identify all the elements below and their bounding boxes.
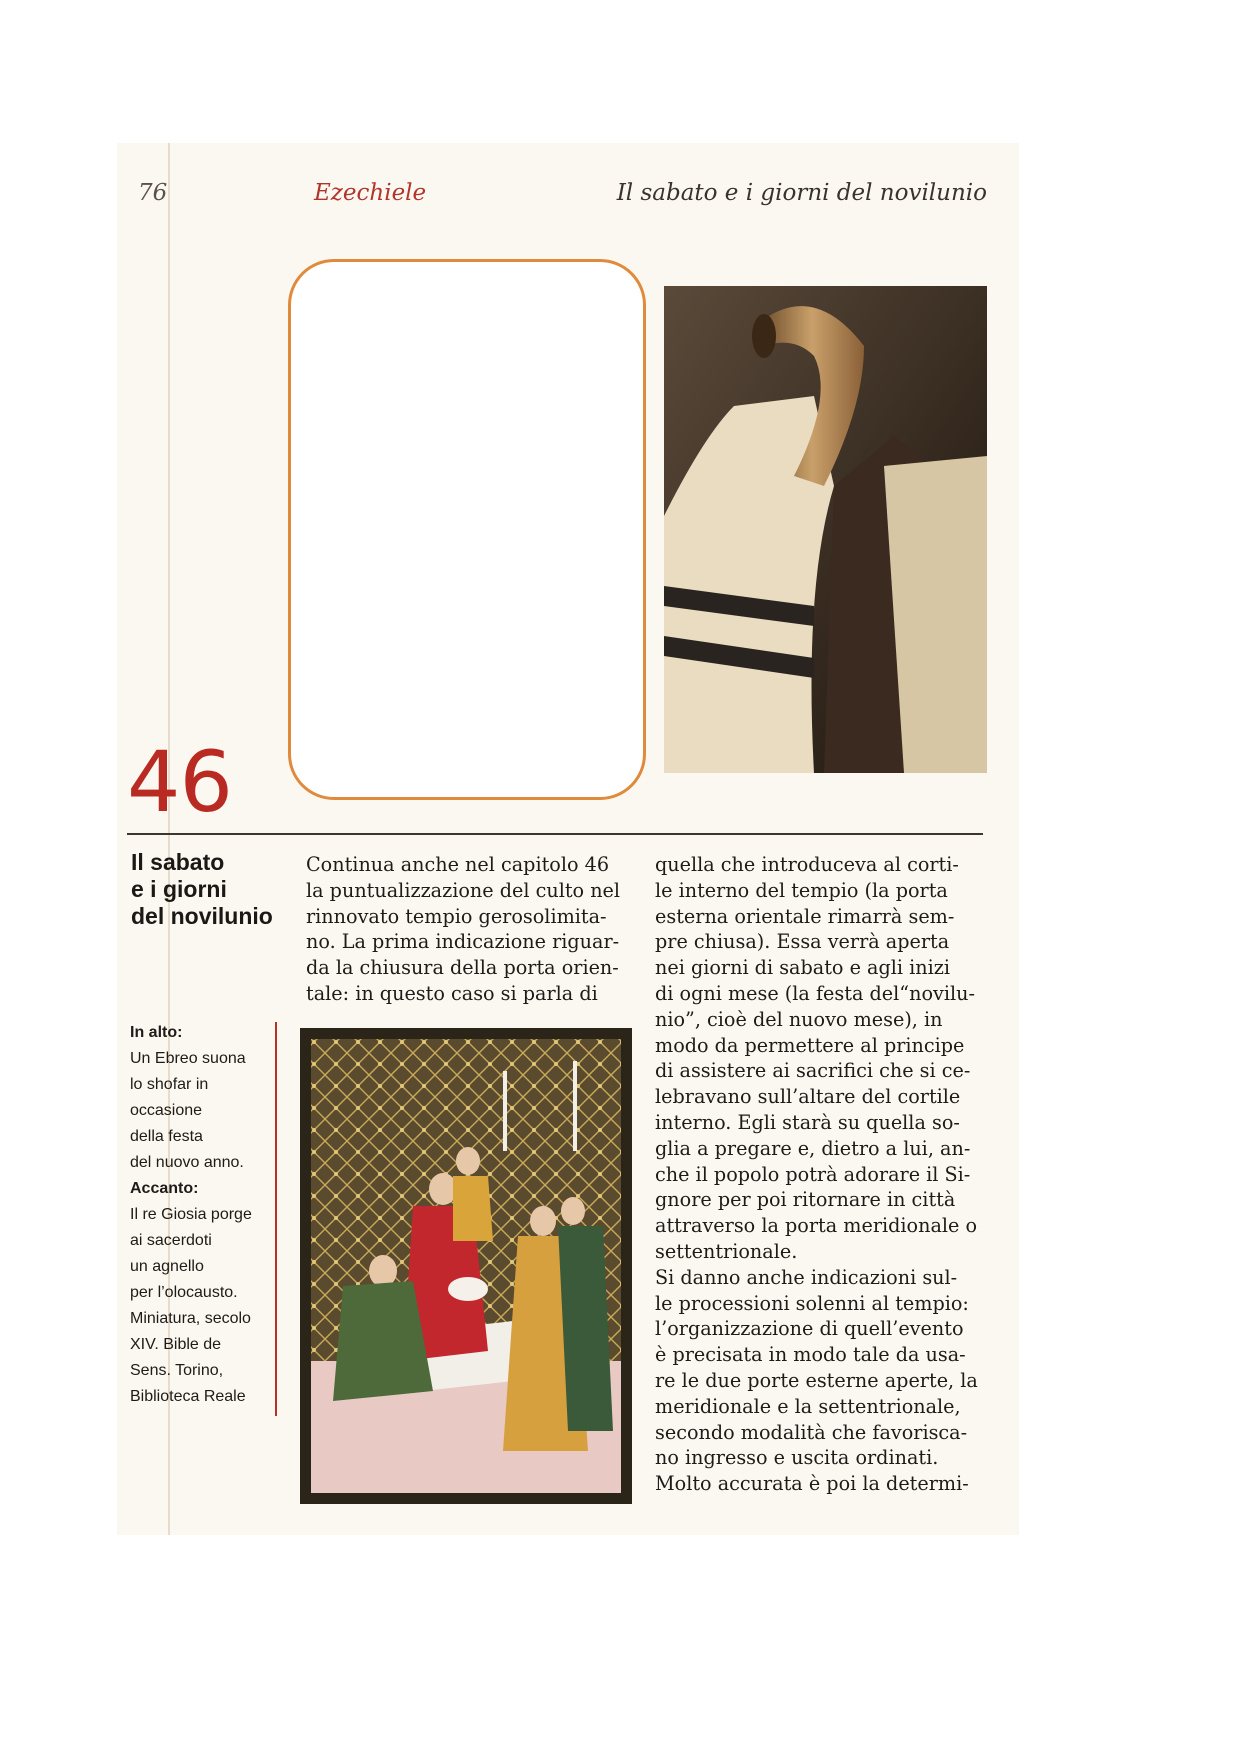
caption-line: Il re Giosia porge [130,1206,252,1223]
caption-line: Miniatura, secolo [130,1310,251,1327]
text-line: la puntualizzazione del culto nel [306,878,621,902]
text-line: tale: in questo caso si parla di [306,981,598,1005]
text-line: meridionale e la settentrionale, [655,1394,961,1418]
caption-line: del nuovo anno. [130,1154,244,1171]
text-line: le processioni solenni al tempio: [655,1291,969,1315]
text-line: quella che introduceva al corti- [655,853,959,876]
text-line: Si danno anche indicazioni sul- [655,1265,958,1289]
text-line: settentrionale. [655,1239,798,1263]
running-section-title: Il sabato e i giorni del novilunio [616,180,987,206]
caption-label-top: In alto: [130,1024,183,1041]
text-line: nei giorni di sabato e agli inizi [655,956,950,980]
text-line: glia a pregare e, dietro a lui, an- [655,1136,971,1160]
text-line: lebravano sull’altare del cortile [655,1085,961,1109]
page-number: 76 [138,180,168,206]
text-line: Molto accurata è poi la determi- [655,1472,969,1496]
text-line: gnore per poi ritornare in città [655,1188,956,1212]
text-line: di ogni mese (la festa del“novilu- [655,981,975,1005]
chapter-heading [131,849,291,930]
body-column-2 [655,852,985,1497]
text-line: nio”, cioè del nuovo mese), in [655,1007,943,1031]
caption-label-side: Accanto: [130,1180,199,1197]
caption-line: occasione [130,1102,203,1119]
chapter-number: 46 [127,733,232,831]
text-line: da la chiusura della porta orien- [306,956,619,980]
text-line: che il popolo potrà adorare il Si- [655,1162,971,1186]
chapter-heading-line: e i giorni [131,876,227,902]
book-title: Ezechiele [314,180,427,206]
chapter-heading-line: del novilunio [131,903,273,929]
text-line: pre chiusa). Essa verrà aperta [655,930,950,954]
shofar-photo [664,286,987,773]
caption-line: XIV. Bible de [130,1336,222,1353]
caption-line: Un Ebreo suona [130,1050,246,1067]
image-placeholder-frame [288,259,646,800]
caption-line: della festa [130,1128,203,1145]
body-column-1 [306,852,634,1007]
text-line: di assistere ai sacrifici che si ce- [655,1059,971,1083]
text-line: l’organizzazione di quell’evento [655,1317,964,1341]
caption-line: lo shofar in [130,1076,209,1093]
text-line: interno. Egli starà su quella so- [655,1110,960,1134]
text-line: no. La prima indicazione riguar- [306,930,620,954]
text-line: è precisata in modo tale da usa- [655,1343,966,1367]
caption-rule [275,1022,277,1416]
text-line: rinnovato tempio gerosolimita- [306,904,607,928]
text-line: re le due porte esterne aperte, la [655,1368,978,1392]
miniature-illustration [303,1031,629,1501]
chapter-rule [127,833,983,835]
caption-line: un agnello [130,1258,204,1275]
text-line: Continua anche nel capitolo 46 [306,853,610,876]
chapter-heading-line: Il sabato [131,849,225,875]
text-line: le interno del tempio (la porta [655,878,948,902]
caption-line: Sens. Torino, [130,1362,224,1379]
caption-line: Biblioteca Reale [130,1388,246,1405]
caption-line: per l’olocausto. [130,1284,238,1301]
text-line: modo da permettere al principe [655,1033,965,1057]
text-line: attraverso la porta meridionale o [655,1214,978,1238]
text-line: no ingresso e uscita ordinati. [655,1446,939,1470]
caption-line: ai sacerdoti [130,1232,212,1249]
text-line: esterna orientale rimarrà sem- [655,904,955,928]
text-line: secondo modalità che favorisca- [655,1420,968,1444]
image-caption [130,1020,275,1410]
